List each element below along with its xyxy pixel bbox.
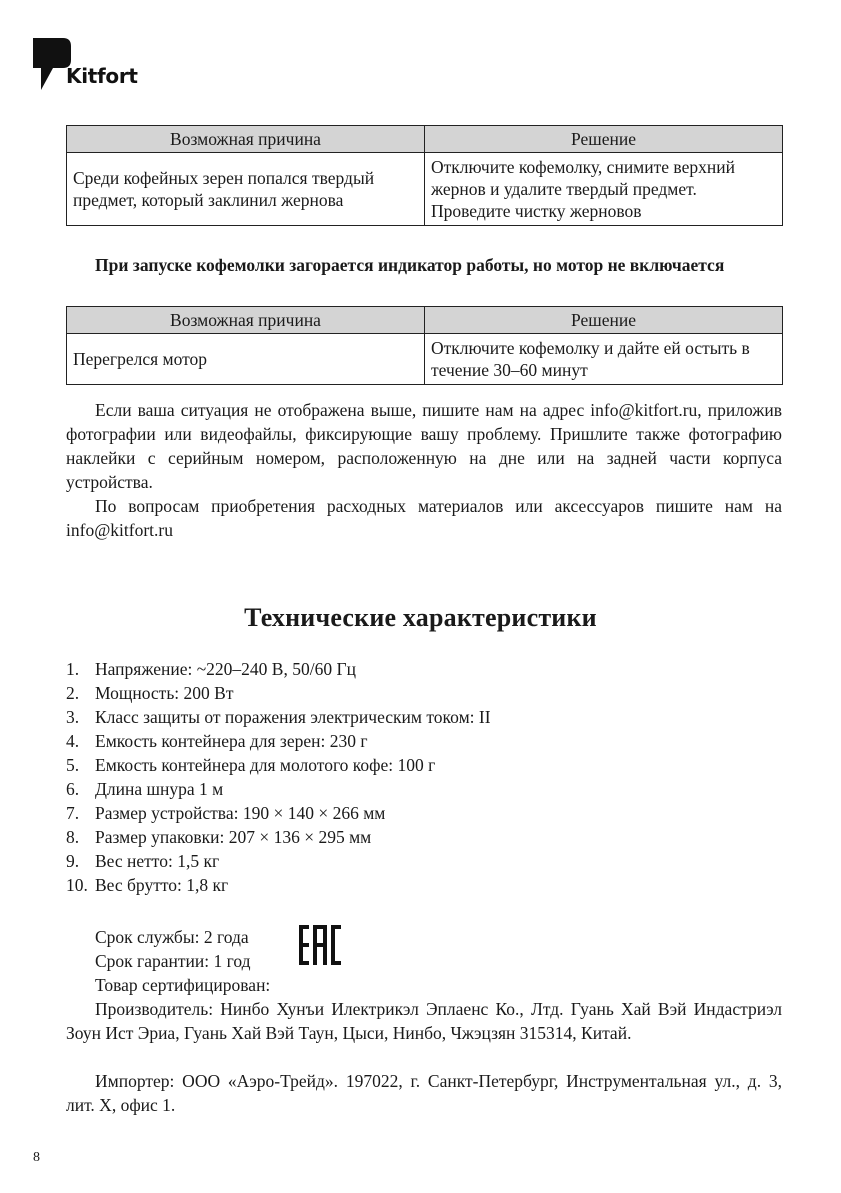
spec-text: Емкость контейнера для молотого кофе: 100 г (95, 755, 436, 775)
table-row (67, 153, 783, 226)
specs-title: Технические характеристики (244, 603, 597, 632)
list-item (66, 801, 782, 825)
table-header-row (67, 307, 783, 334)
list-number: 2. (66, 683, 80, 703)
list-number: 9. (66, 851, 80, 871)
certification-note: Товар сертифицирован: (95, 975, 271, 995)
list-number: 7. (66, 803, 80, 823)
list-item (66, 657, 782, 681)
list-item (66, 849, 782, 873)
list-item (66, 681, 782, 705)
spec-text: Вес нетто: 1,5 кг (95, 851, 220, 871)
list-number: 5. (66, 755, 80, 775)
list-item (66, 753, 782, 777)
cause-cell: Среди кофейных зерен попался твердый предмет, который заклинил жернова (67, 153, 425, 226)
column-header-solution: Решение (425, 307, 783, 334)
column-header-cause: Возможная причина (67, 307, 425, 334)
brand-name: Kitfort (66, 64, 138, 88)
solution-cell: Отключите кофемолку, снимите верхний жернов и удалите твердый предмет. Проведите чистку жерновов (425, 153, 783, 226)
spec-text: Емкость контейнера для зерен: 230 г (95, 731, 368, 751)
list-number: 3. (66, 707, 80, 727)
manufacturer-info: Производитель: Нинбо Хунъи Илектрикэл Эплаенс Ко., Лтд. Гуань Хай Вэй Индастриэл Зоун Ист Эриа, Гуань Хай Вэй Таун, Цыси, Нинбо, Чжэцзян 315314, Китай. (66, 999, 782, 1043)
list-number: 10. (66, 875, 88, 895)
cause-cell: Перегрелся мотор (67, 334, 425, 385)
list-item (66, 825, 782, 849)
column-header-cause: Возможная причина (67, 126, 425, 153)
column-header-solution: Решение (425, 126, 783, 153)
contact-paragraph: Если ваша ситуация не отображена выше, пишите нам на адрес info@kitfort.ru, приложив фотографии или видеофайлы, фиксирующие вашу проблему. Пришлите также фотографию наклейки с серийным номером, расположенную на дне или на задней части корпуса устройства. (66, 400, 782, 492)
list-number: 8. (66, 827, 80, 847)
spec-text: Размер упаковки: 207 × 136 × 295 мм (95, 827, 372, 847)
list-number: 1. (66, 659, 80, 679)
eac-certification-icon (299, 925, 341, 965)
table-row (67, 334, 783, 385)
service-life: Срок службы: 2 года (95, 927, 249, 947)
warranty-period: Срок гарантии: 1 год (95, 951, 251, 971)
page-number: 8 (33, 1150, 40, 1165)
spec-text: Вес брутто: 1,8 кг (95, 875, 229, 895)
accessories-paragraph: По вопросам приобретения расходных материалов или аксессуаров пишите нам на info@kitfort.ru (66, 496, 782, 540)
troubleshooting-table-motor (66, 306, 783, 385)
list-item (66, 873, 782, 897)
spec-text: Класс защиты от поражения электрическим током: II (95, 707, 491, 727)
list-item (66, 729, 782, 753)
spec-text: Напряжение: ~220–240 В, 50/60 Гц (95, 659, 356, 679)
spec-text: Мощность: 200 Вт (95, 683, 234, 703)
list-number: 6. (66, 779, 80, 799)
list-item (66, 705, 782, 729)
spec-text: Размер устройства: 190 × 140 × 266 мм (95, 803, 386, 823)
problem-heading: При запуске кофемолки загорается индикатор работы, но мотор не включается (95, 255, 725, 275)
list-number: 4. (66, 731, 80, 751)
troubleshooting-table-jam (66, 125, 783, 226)
table-header-row (67, 126, 783, 153)
spec-text: Длина шнура 1 м (95, 779, 224, 799)
list-item (66, 777, 782, 801)
importer-info: Импортер: ООО «Аэро-Трейд». 197022, г. Санкт-Петербург, Инструментальная ул., д. 3, лит. Х, офис 1. (66, 1071, 782, 1115)
solution-cell: Отключите кофемолку и дайте ей остыть в течение 30–60 минут (425, 334, 783, 385)
brand-logo (33, 38, 173, 98)
specs-list (66, 657, 782, 897)
